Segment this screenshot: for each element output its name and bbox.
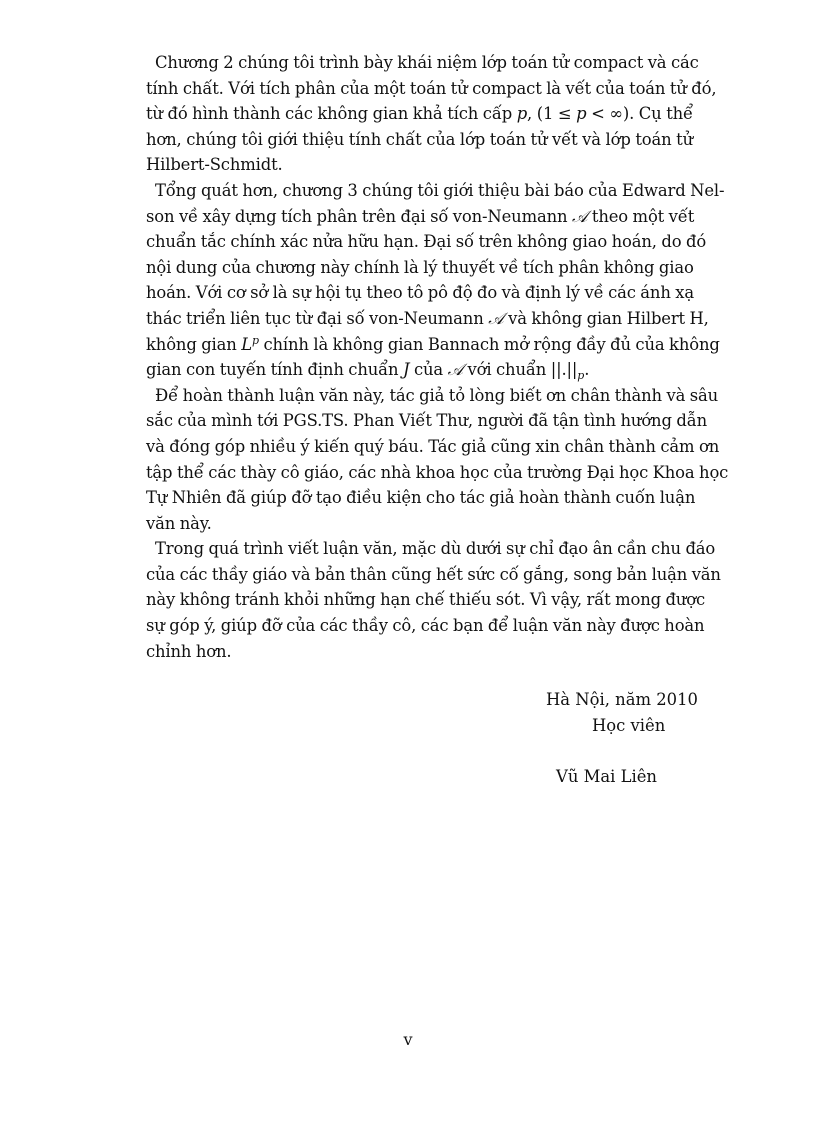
text-line: Chương 2 chúng tôi trình bày khái niệm lớp toán tử compact và các xyxy=(155,53,699,72)
document-body xyxy=(137,50,729,664)
algebra-symbol: 𝒜 xyxy=(571,206,588,226)
text-line: Trong quá trình viết luận văn, mặc dù dưới sự chỉ đạo ân cần chu đáo xyxy=(155,539,716,559)
math-symbol: L xyxy=(241,334,252,354)
text-line: hơn, chúng tôi giới thiệu tính chất của lớp toán tử vết và lớp toán tử xyxy=(146,129,693,149)
text-line: của các thầy giáo và bản thân cũng hết sức cố gắng, song bản luận văn xyxy=(146,564,721,584)
paragraph-4 xyxy=(137,536,721,664)
text-line: Tự Nhiên đã giúp đỡ tạo điều kiện cho tác giả hoàn thành cuốn luận xyxy=(146,488,696,508)
text-line: tính chất. Với tích phân của một toán tử compact là vết của toán tử đó, xyxy=(146,78,717,98)
math-symbol: J xyxy=(403,360,410,380)
math-symbol: p xyxy=(576,104,587,124)
text-line: hoán. Với cơ sở là sự hội tụ theo tô pô độ đo và định lý về các ánh xạ xyxy=(146,283,695,303)
text-line: chuẩn tắc chính xác nửa hữu hạn. Đại số trên không giao hoán, do đó xyxy=(146,232,707,252)
math-symbol: p xyxy=(516,104,528,124)
text-line: Hilbert-Schmidt. xyxy=(146,155,283,175)
signature-role: Học viên xyxy=(592,716,666,735)
text-line: sự góp ý, giúp đỡ của các thầy cô, các bạn để luận văn này được hoàn xyxy=(146,616,705,636)
text-line: chỉnh hơn. xyxy=(146,641,232,661)
text-line: Để hoàn thành luận văn này, tác giả tỏ lòng biết ơn chân thành và sâu xyxy=(155,385,719,405)
paragraph-1 xyxy=(137,50,717,178)
paragraph-3 xyxy=(137,383,729,537)
text-line: tập thể các thày cô giáo, các nhà khoa học của trường Đại học Khoa học xyxy=(146,462,729,482)
text-line: từ đó hình thành các không gian khả tích cấp p, (1 ≤ p < ∞). Cụ thể xyxy=(146,104,693,124)
subscript: p xyxy=(577,369,585,383)
text-line: nội dung của chương này chính là lý thuyết về tích phân không giao xyxy=(146,257,694,277)
text-line: văn này. xyxy=(146,513,212,533)
text-line: sắc của mình tới PGS.TS. Phan Viết Thư, người đã tận tình hướng dẫn xyxy=(146,411,707,431)
text-line: thác triển liên tục từ đại số von-Neumann 𝒜 và không gian Hilbert H, xyxy=(146,308,709,328)
signature-place-date: Hà Nội, năm 2010 xyxy=(546,690,698,709)
text-line: này không tránh khỏi những hạn chế thiếu sót. Vì vậy, rất mong được xyxy=(146,590,706,610)
algebra-symbol: 𝒜 xyxy=(488,308,504,328)
text-line: gian con tuyến tính định chuẩn J của 𝒜 với chuẩn $||.||_p$. xyxy=(146,360,590,383)
page-number: v xyxy=(403,1030,413,1049)
superscript: p xyxy=(252,333,259,347)
text-line: và đóng góp nhiều ý kiến quý báu. Tác giả cũng xin chân thành cảm ơn xyxy=(146,436,720,456)
text-line: không gian $L^p$ chính là không gian Bannach mở rộng đầy đủ của không xyxy=(146,333,720,354)
paragraph-2 xyxy=(137,178,725,383)
text-line: son về xây dựng tích phân trên đại số von-Neumann 𝒜 theo một vết xyxy=(146,206,695,226)
text-line: Tổng quát hơn, chương 3 chúng tôi giới thiệu bài báo của Edward Nel- xyxy=(155,180,725,200)
signature-name: Vũ Mai Liên xyxy=(556,767,657,786)
algebra-symbol: 𝒜 xyxy=(447,360,463,380)
paragraph-container xyxy=(137,50,729,664)
